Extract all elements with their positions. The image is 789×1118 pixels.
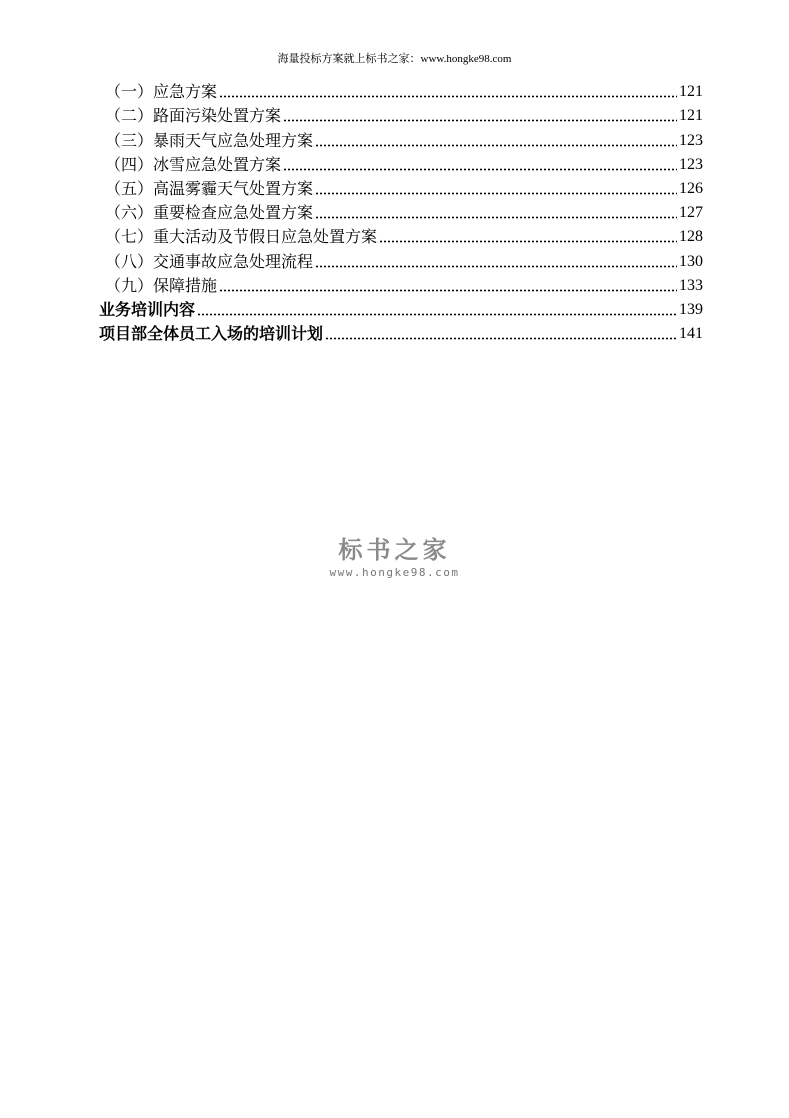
toc-entry-page: 123 xyxy=(679,155,703,173)
toc-entry-title: （九）保障措施 xyxy=(105,275,218,295)
toc-entry[interactable] xyxy=(99,320,703,344)
toc-dot-leader xyxy=(219,289,677,292)
table-of-contents xyxy=(99,78,703,344)
toc-entry-title: （二）路面污染处置方案 xyxy=(105,106,282,126)
toc-entry-page: 133 xyxy=(679,276,703,294)
toc-entry[interactable] xyxy=(99,199,703,223)
toc-entry-title: （五）高温雾霾天气处置方案 xyxy=(105,178,314,198)
toc-entry-page: 127 xyxy=(679,204,703,222)
toc-entry[interactable] xyxy=(99,296,703,320)
toc-dot-leader xyxy=(197,313,677,316)
toc-entry-title: （一）应急方案 xyxy=(105,82,218,102)
toc-entry-page: 121 xyxy=(679,83,703,101)
toc-entry-page: 121 xyxy=(679,107,703,125)
toc-dot-leader xyxy=(283,168,677,171)
toc-entry-title: （八）交通事故应急处理流程 xyxy=(105,251,314,271)
toc-entry[interactable] xyxy=(99,78,703,102)
toc-entry[interactable] xyxy=(99,175,703,199)
toc-dot-leader xyxy=(219,95,677,98)
toc-dot-leader xyxy=(283,119,677,122)
toc-dot-leader xyxy=(315,265,677,268)
toc-entry-page: 126 xyxy=(679,179,703,197)
toc-entry[interactable] xyxy=(99,126,703,150)
toc-entry[interactable] xyxy=(99,223,703,247)
toc-dot-leader xyxy=(315,144,677,147)
watermark-title: 标书之家 xyxy=(338,536,451,564)
toc-entry-page: 139 xyxy=(679,300,703,318)
toc-entry-title: （四）冰雪应急处置方案 xyxy=(105,154,282,174)
toc-entry[interactable] xyxy=(99,151,703,175)
watermark-logo xyxy=(0,536,789,580)
toc-entry[interactable] xyxy=(99,272,703,296)
toc-entry-page: 130 xyxy=(679,252,703,270)
toc-entry[interactable] xyxy=(99,102,703,126)
toc-entry-page: 128 xyxy=(679,228,703,246)
watermark-url: www.hongke98.com xyxy=(329,566,460,579)
toc-dot-leader xyxy=(315,216,677,219)
toc-entry-title: 业务培训内容 xyxy=(99,299,196,319)
toc-entry-title: 项目部全体员工入场的培训计划 xyxy=(99,324,324,344)
toc-entry-page: 141 xyxy=(679,325,703,343)
toc-entry-title: （三）暴雨天气应急处理方案 xyxy=(105,130,314,150)
toc-entry[interactable] xyxy=(99,247,703,271)
toc-entry-page: 123 xyxy=(679,131,703,149)
toc-entry-title: （七）重大活动及节假日应急处置方案 xyxy=(105,227,378,247)
toc-dot-leader xyxy=(315,192,677,195)
toc-dot-leader xyxy=(325,337,677,340)
toc-entry-title: （六）重要检查应急处置方案 xyxy=(105,203,314,223)
toc-dot-leader xyxy=(379,240,677,243)
page-header: 海量投标方案就上标书之家：www.hongke98.com xyxy=(277,53,512,65)
